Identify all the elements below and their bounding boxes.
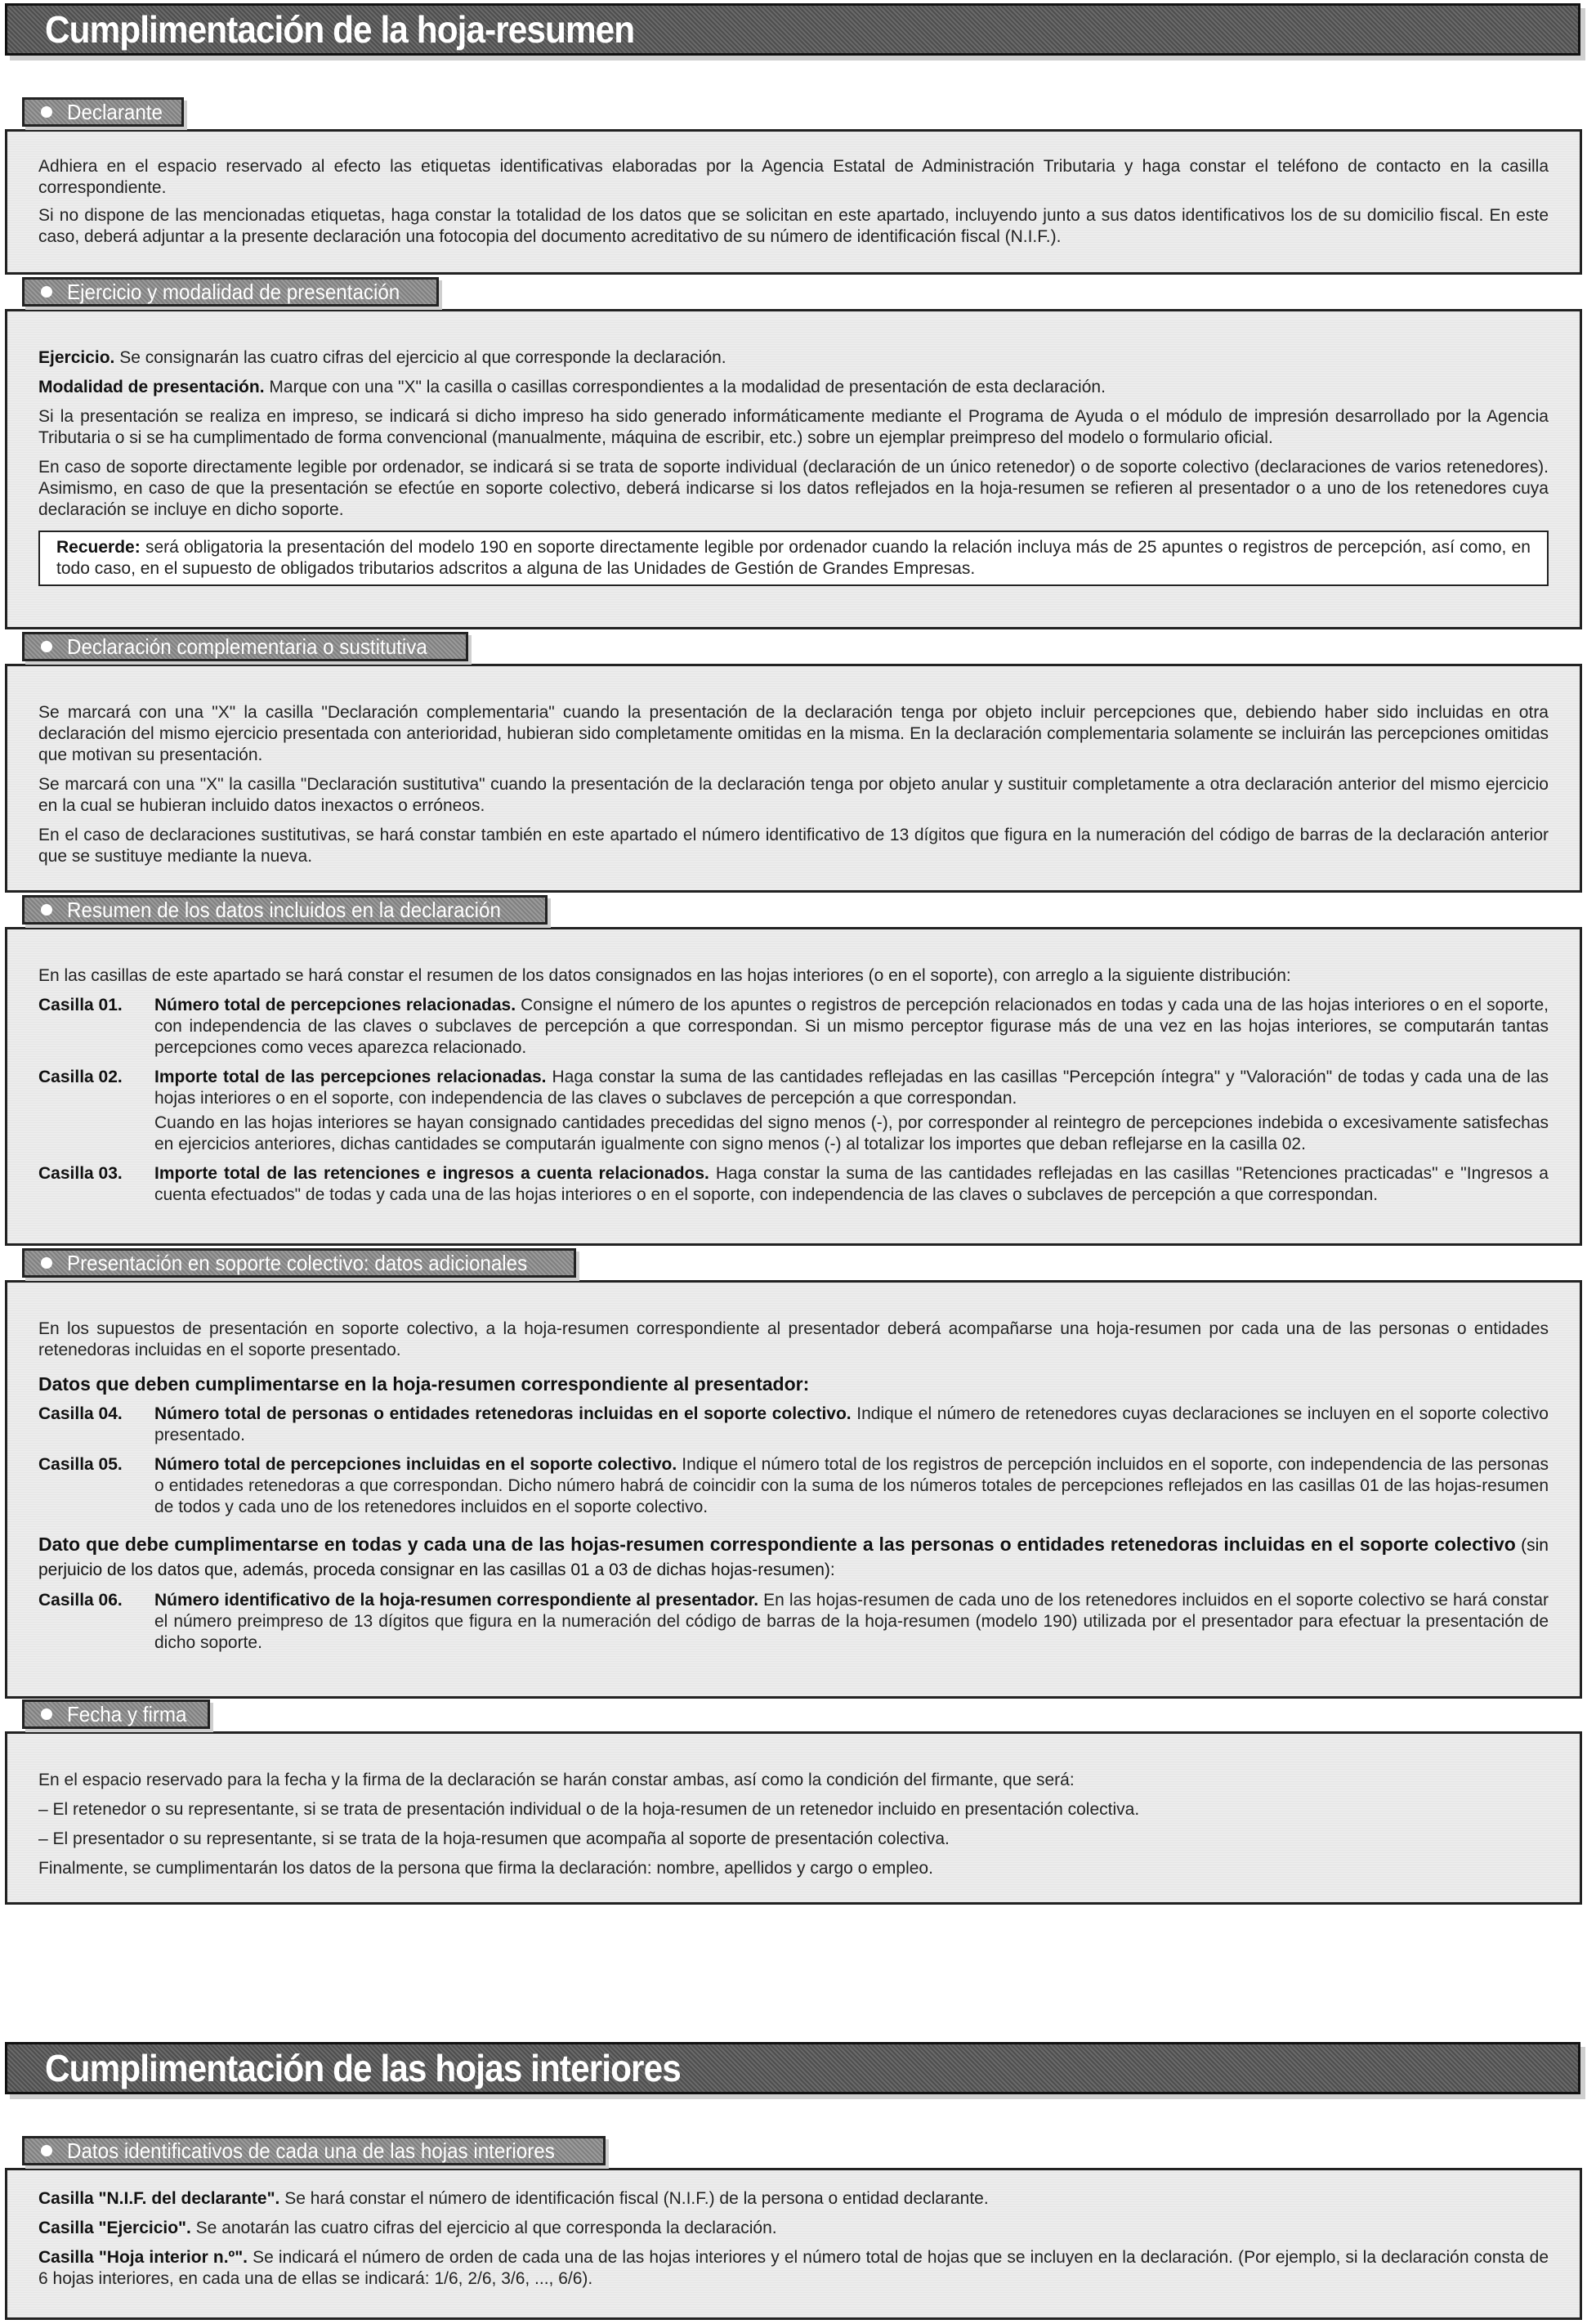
term: Número total de percepciones relacionadas.	[154, 996, 516, 1014]
casilla-label: Casilla 01.	[38, 996, 123, 1014]
reminder-text	[56, 537, 1531, 580]
text: Haga constar la suma de las cantidades reflejadas en las casillas "Percepción íntegra" y "Valoración" de todas y cada una de las hojas interiores o en el soporte, con independencia de las claves o subclaves de percepción a que correspondan.	[154, 1068, 1549, 1108]
section-tab-label: Declarante	[67, 100, 163, 124]
paragraph: En caso de soporte directamente legible por ordenador, se indicará si se trata de soporte individual (declaración de un único retenedor) o de soporte colectivo (declaraciones de varios retenedores). Asimismo, en caso de que la presentación se efectúe en soporte colectivo, deberá indicarse si los datos reflejados en la hoja-resumen se refieren al presentador o a uno de los retenedores cuya declaración se incluye en dicho soporte.	[38, 458, 1549, 519]
paragraph	[38, 2218, 1549, 2239]
section-tab	[22, 97, 184, 127]
casilla-label: Casilla 02.	[38, 1068, 123, 1086]
text: En las hojas-resumen de cada uno de los retenedores incluidos en el soporte colectivo se hará constar el número preimpreso de 13 dígitos que figura en la numeración del código de barras de la hoja-resumen (modelo 190) utilizada por el presentador para efectuar la presentación de dicho soporte.	[154, 1591, 1549, 1652]
casilla-text	[154, 1454, 1549, 1518]
section-fecha-firma	[5, 1702, 1582, 1905]
list-item: – El presentador o su representante, si se trata de la hoja-resumen que acompaña al soporte de presentación colectiva.	[38, 1829, 950, 1848]
subheading-note: (sin perjuicio de los datos que, además, proceda consignar en las casillas 01 a 03 de dichas hojas-resumen):	[38, 1536, 1549, 1579]
paragraph: En los supuestos de presentación en soporte colectivo, a la hoja-resumen correspondiente al presentador deberá acompañarse una hoja-resumen por cada una de las personas o entidades retenedoras incluidas en el soporte presentado.	[38, 1319, 1549, 1359]
section-banner-hoja-resumen	[5, 3, 1580, 56]
paragraph: Adhiera en el espacio reservado al efecto las etiquetas identificativas elaboradas por la Agencia Estatal de Administración Tributaria y haga constar el teléfono de contacto en la casilla correspondiente.	[38, 157, 1549, 197]
section-datos-identificativos	[5, 2138, 1582, 2320]
text: Indique el número total de los registros de percepción incluidos en el soporte, con independencia de las personas o entidades retenedoras a que correspondan. Dicho número habrá de coincidir con la suma de los números totales de percepciones reflejados en las casillas 01 de las hojas-resumen de todos y cada uno de los retenedores incluidos en el soporte colectivo.	[154, 1455, 1549, 1516]
text: Haga constar la suma de las cantidades reflejadas en las casillas "Retenciones practicadas" e "Ingresos a cuenta efectuados" de todas y cada una de las hojas interiores o en el soporte, con independencia de las claves o subclaves de percepción a que correspondan.	[154, 1164, 1549, 1204]
bullet-icon	[41, 1708, 52, 1720]
section-declarante	[5, 100, 1582, 275]
bullet-icon	[41, 106, 52, 118]
subheading: Datos que deben cumplimentarse en la hoja-resumen correspondiente al presentador:	[38, 1373, 810, 1395]
term: Número total de percepciones incluidas en el soporte colectivo.	[154, 1455, 677, 1474]
banner-title: Cumplimentación de la hoja-resumen	[45, 8, 635, 51]
bullet-icon	[41, 1257, 52, 1269]
term: Recuerde:	[56, 538, 141, 557]
section-resumen	[5, 898, 1582, 1246]
text: será obligatoria la presentación del modelo 190 en soporte directamente legible por ordenador cuando la relación incluya más de 25 apuntes o registros de percepción, así como, en todo caso, en el supuesto de obligados tributarios adscritos a alguna de las Unidades de Gestión de Grandes Empresas.	[56, 538, 1531, 578]
section-tab-label: Resumen de los datos incluidos en la declaración	[67, 898, 501, 922]
casilla-03	[38, 1163, 1549, 1209]
text: Indique el número de retenedores cuyas declaraciones se incluyen en el soporte colectivo presentado.	[154, 1404, 1549, 1444]
text: Se indicará el número de orden de cada una de las hojas interiores y el número total de hojas que se incluyen en la declaración. (Por ejemplo, si la declaración consta de 6 hojas interiores, en cada una de ellas se indicará: 1/6, 2/6, 3/6, ..., 6/6).	[38, 2248, 1549, 2288]
text: Marque con una "X" la casilla o casillas correspondientes a la modalidad de presentación de esta declaración.	[264, 378, 1106, 396]
bullet-icon	[41, 2145, 52, 2156]
bullet-icon	[41, 286, 52, 298]
paragraph: En el espacio reservado para la fecha y la firma de la declaración se harán constar ambas, así como la condición del firmante, que será:	[38, 1771, 1075, 1789]
section-soporte-colectivo	[5, 1251, 1582, 1699]
paragraph: Se marcará con una "X" la casilla "Declaración complementaria" cuando la presentación de la declaración tenga por objeto incluir percepciones que, debiendo haber sido incluidas en otra declaración del mismo ejercicio presentada con anterioridad, hubieran sido completamente omitidas en la misma. En la declaración complementaria solamente se incluirán las percepciones omitidas que motivan su presentación.	[38, 703, 1549, 764]
list-item: – El retenedor o su representante, si se trata de presentación individual o de la hoja-resumen de un retenedor incluido en presentación colectiva.	[38, 1800, 1140, 1819]
term: Número total de personas o entidades retenedoras incluidas en el soporte colectivo.	[154, 1404, 852, 1423]
paragraph	[38, 2247, 1549, 2290]
section-tab-label: Datos identificativos de cada una de las hojas interiores	[67, 2138, 555, 2163]
paragraph: Finalmente, se cumplimentarán los datos de la persona que firma la declaración: nombre, apellidos y cargo o empleo.	[38, 1859, 933, 1878]
section-tab	[22, 632, 468, 661]
subheading	[38, 1533, 1549, 1582]
section-banner-hojas-interiores	[5, 2042, 1580, 2094]
subheading-bold: Dato que debe cumplimentarse en todas y cada una de las hojas-resumen correspondiente a las personas o entidades retenedoras incluidas en el soporte colectivo	[38, 1534, 1516, 1555]
casilla-06	[38, 1590, 1549, 1657]
term: Ejercicio.	[38, 348, 115, 367]
term: Casilla "Hoja interior n.º".	[38, 2248, 248, 2267]
paragraph: En las casillas de este apartado se hará constar el resumen de los datos consignados en las hojas interiores (o en el soporte), con arreglo a la siguiente distribución:	[38, 966, 1291, 985]
casilla-label: Casilla 04.	[38, 1404, 123, 1423]
paragraph: Se marcará con una "X" la casilla "Declaración sustitutiva" cuando la presentación de la declaración tenga por objeto anular y sustituir completamente a otra declaración anterior del mismo ejercicio en la cual se hubieran incluido datos inexactos o erróneos.	[38, 775, 1549, 815]
casilla-label: Casilla 05.	[38, 1455, 123, 1474]
section-tab	[22, 1248, 576, 1278]
casilla-01	[38, 995, 1549, 1062]
section-tab	[22, 277, 439, 307]
casilla-label: Casilla 06.	[38, 1591, 123, 1610]
term: Importe total de las percepciones relacionadas.	[154, 1068, 547, 1086]
casilla-text: Cuando en las hojas interiores se hayan consignado cantidades precedidas del signo menos (-), por corresponder al reintegro de percepciones indebida o excesivamente satisfechas en ejercicios anteriores, dichas cantidades se computarán igualmente con signo menos (-) al totalizar los importes que deban reflejarse en la casilla 02.	[154, 1113, 1549, 1153]
text: Se consignarán las cuatro cifras del ejercicio al que corresponde la declaración.	[114, 348, 726, 367]
casilla-label: Casilla 03.	[38, 1164, 123, 1183]
term: Modalidad de presentación.	[38, 378, 265, 396]
text: Se hará constar el número de identificación fiscal (N.I.F.) de la persona o entidad declarante.	[279, 2189, 989, 2208]
section-tab-label: Declaración complementaria o sustitutiva	[67, 634, 427, 659]
bullet-icon	[41, 641, 52, 652]
casilla-text	[154, 995, 1549, 1059]
reminder-box	[38, 531, 1549, 586]
paragraph: En el caso de declaraciones sustitutivas, se hará constar también en este apartado el número identificativo de 13 dígitos que figura en la numeración del código de barras de la declaración anterior que se sustituye mediante la nueva.	[38, 826, 1549, 866]
casilla-04	[38, 1404, 1549, 1449]
casilla-text	[154, 1163, 1549, 1206]
paragraph: Si no dispone de las mencionadas etiquetas, haga constar la totalidad de los datos que se solicitan en este apartado, incluyendo junto a sus datos identificativos los de su domicilio fiscal. En este caso, deberá adjuntar a la presente declaración una fotocopia del documento acreditativo de su número de identificación fiscal (N.I.F.).	[38, 206, 1549, 246]
term: Número identificativo de la hoja-resumen correspondiente al presentador.	[154, 1591, 759, 1610]
text: Consigne el número de los apuntes o registros de percepción relacionados en todas y cada una de las hojas interiores o en el soporte, con independencia de las claves o subclaves de percepción a que correspondan. Si un mismo perceptor figurase más de una vez en las hojas interiores, se computarán tantas percepciones como veces aparezca relacionado.	[154, 996, 1549, 1057]
section-tab-label: Presentación en soporte colectivo: datos adicionales	[67, 1251, 528, 1275]
section-tab	[22, 2136, 606, 2165]
paragraph	[38, 2188, 1549, 2210]
term: Casilla "N.I.F. del declarante".	[38, 2189, 280, 2208]
casilla-text	[154, 1590, 1549, 1654]
paragraph: Si la presentación se realiza en impreso, se indicará si dicho impreso ha sido generado informáticamente mediante el Programa de Ayuda o el módulo de impresión desarrollado por la Agencia Tributaria o si se ha cumplimentado de forma convencional (manualmente, máquina de escribir, etc.) sobre un ejemplar preimpreso del modelo o formulario oficial.	[38, 407, 1549, 447]
paragraph	[38, 377, 1549, 398]
bullet-icon	[41, 904, 52, 916]
casilla-02	[38, 1067, 1549, 1158]
section-tab	[22, 895, 548, 925]
paragraph	[38, 347, 1549, 369]
section-ejercicio	[5, 280, 1582, 629]
section-tab	[22, 1699, 210, 1729]
text: Se anotarán las cuatro cifras del ejercicio al que corresponda la declaración.	[190, 2219, 777, 2237]
casilla-05	[38, 1454, 1549, 1521]
section-tab-label: Fecha y firma	[67, 1702, 187, 1726]
term: Importe total de las retenciones e ingresos a cuenta relacionados.	[154, 1164, 709, 1183]
section-complementaria	[5, 634, 1582, 893]
banner-title: Cumplimentación de las hojas interiores	[45, 2047, 681, 2089]
casilla-text	[154, 1404, 1549, 1446]
term: Casilla "Ejercicio".	[38, 2219, 191, 2237]
section-tab-label: Ejercicio y modalidad de presentación	[67, 280, 400, 304]
casilla-text	[154, 1067, 1549, 1109]
